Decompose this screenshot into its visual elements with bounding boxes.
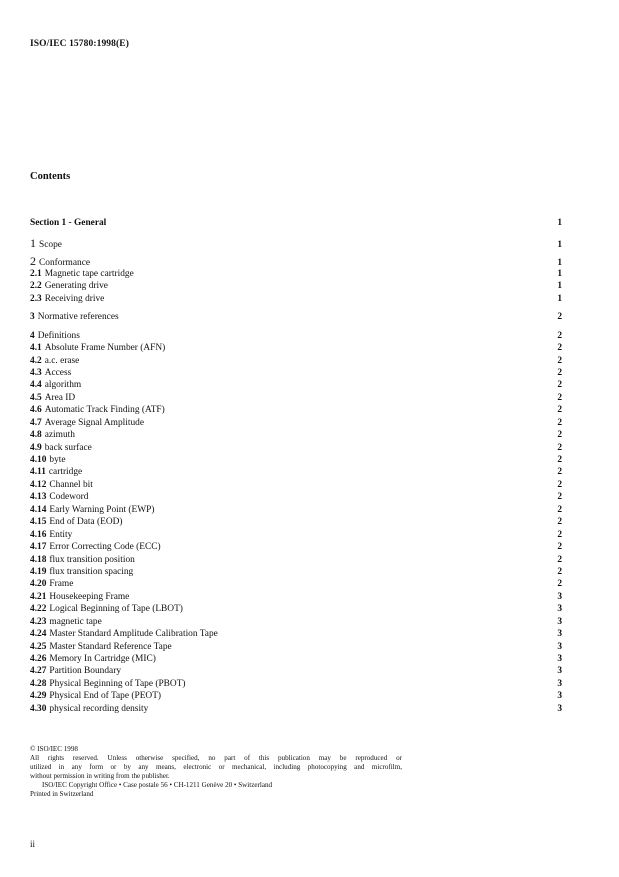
toc-number: 4.18 <box>30 554 47 565</box>
toc-title: Definitions <box>37 330 80 341</box>
toc-entry[interactable] <box>30 355 562 367</box>
toc-page: 1 <box>557 240 562 250</box>
toc-section-general[interactable] <box>30 217 562 229</box>
toc-number: 4.11 <box>30 467 46 478</box>
toc-title: cartridge <box>48 467 83 478</box>
document-id-header: ISO/IEC 15780:1998(E) <box>30 39 129 49</box>
toc-title: Codeword <box>49 492 89 503</box>
toc-entry[interactable] <box>30 578 562 590</box>
copyright-notice <box>30 745 402 799</box>
toc-title: Magnetic tape cartridge <box>44 268 134 279</box>
toc-number: 4.15 <box>30 517 47 528</box>
toc-entry[interactable] <box>30 280 562 292</box>
toc-page: 1 <box>557 268 562 279</box>
toc-entry[interactable] <box>30 442 562 454</box>
toc-entry[interactable] <box>30 466 562 478</box>
toc-number: 4.1 <box>30 343 42 354</box>
toc-entry[interactable] <box>30 641 562 653</box>
toc-page: 2 <box>557 566 562 577</box>
toc-page: 2 <box>557 467 562 478</box>
toc-entry[interactable] <box>30 690 562 702</box>
toc-entry[interactable] <box>30 616 562 628</box>
toc-title: physical recording density <box>49 703 149 714</box>
toc-title: Receiving drive <box>44 293 105 304</box>
toc-page: 3 <box>557 629 562 640</box>
toc-page: 2 <box>557 430 562 441</box>
toc-title: magnetic tape <box>49 616 102 627</box>
toc-number: 4.20 <box>30 579 47 590</box>
toc-number: 4.21 <box>30 591 47 602</box>
toc-entry[interactable] <box>30 237 562 249</box>
section-page: 1 <box>557 218 562 228</box>
page-number: ii <box>30 839 36 849</box>
toc-number: 4.28 <box>30 678 47 689</box>
toc-number: 4.13 <box>30 492 47 503</box>
toc-page: 3 <box>557 641 562 652</box>
table-of-contents <box>30 217 562 715</box>
toc-entry[interactable] <box>30 653 562 665</box>
toc-number: 2.2 <box>30 281 42 292</box>
toc-title: Access <box>44 367 72 378</box>
toc-title: Partition Boundary <box>49 666 122 677</box>
toc-number: 4.7 <box>30 417 42 428</box>
toc-number: 4.16 <box>30 529 47 540</box>
toc-page: 2 <box>557 405 562 416</box>
toc-entry[interactable] <box>30 491 562 503</box>
toc-page: 2 <box>557 355 562 366</box>
toc-number: 4.17 <box>30 542 47 553</box>
toc-entry[interactable] <box>30 417 562 429</box>
toc-entry[interactable] <box>30 429 562 441</box>
toc-number: 4.27 <box>30 666 47 677</box>
toc-number: 4.24 <box>30 629 47 640</box>
toc-page: 2 <box>557 380 562 391</box>
toc-page: 2 <box>557 554 562 565</box>
toc-title: Absolute Frame Number (AFN) <box>44 343 166 354</box>
toc-entry[interactable] <box>30 342 562 354</box>
toc-title: flux transition spacing <box>49 566 134 577</box>
toc-page: 1 <box>557 293 562 304</box>
rights-text-line: without permission in writing from the publisher. <box>30 772 170 780</box>
toc-page: 1 <box>557 281 562 292</box>
toc-page: 2 <box>557 343 562 354</box>
toc-page: 3 <box>557 591 562 602</box>
rights-text-line: utilized in any form or by any means, electronic or mechanical, including photocopying and microfilm, <box>30 763 402 771</box>
toc-page: 2 <box>557 517 562 528</box>
toc-number: 4.5 <box>30 392 42 403</box>
toc-page: 2 <box>557 392 562 403</box>
toc-title: Channel bit <box>49 479 93 490</box>
toc-page: 2 <box>557 579 562 590</box>
toc-number: 4.10 <box>30 455 47 465</box>
toc-page: 3 <box>557 616 562 627</box>
toc-page: 3 <box>557 654 562 664</box>
toc-title: a.c. erase <box>44 355 80 366</box>
toc-page: 3 <box>557 604 562 615</box>
toc-page: 3 <box>557 691 562 702</box>
toc-entry[interactable] <box>30 541 562 553</box>
toc-title: algorithm <box>44 380 82 391</box>
toc-title: azimuth <box>44 430 75 441</box>
toc-number: 2.1 <box>30 268 42 279</box>
toc-title: Generating drive <box>44 281 108 292</box>
toc-number: 4.22 <box>30 604 47 615</box>
toc-number: 4.25 <box>30 641 47 652</box>
toc-page: 2 <box>557 542 562 553</box>
contents-heading: Contents <box>30 171 71 182</box>
toc-entry[interactable] <box>30 566 562 578</box>
toc-entry[interactable] <box>30 367 562 379</box>
toc-number: 4.6 <box>30 405 42 416</box>
toc-number: 4.12 <box>30 479 47 490</box>
toc-number: 4.8 <box>30 430 42 441</box>
toc-title: flux transition position <box>49 554 135 565</box>
toc-entry[interactable] <box>30 504 562 516</box>
toc-entry[interactable] <box>30 665 562 677</box>
toc-title: Entity <box>49 529 73 540</box>
toc-title: End of Data (EOD) <box>49 517 123 528</box>
toc-number: 4 <box>30 330 35 341</box>
toc-entry[interactable] <box>30 330 562 342</box>
toc-title: Memory In Cartridge (MIC) <box>49 654 156 664</box>
toc-entry[interactable] <box>30 392 562 404</box>
toc-title: Frame <box>49 579 74 590</box>
copyright-office-address: ISO/IEC Copyright Office • Case postale 56 • CH-1211 Genève 20 • Switzerland <box>42 781 273 789</box>
toc-number: 4.30 <box>30 703 47 714</box>
toc-entry[interactable] <box>30 404 562 416</box>
toc-number: 4.9 <box>30 442 42 453</box>
toc-number: 1 <box>30 236 36 250</box>
toc-title: Logical Beginning of Tape (LBOT) <box>49 604 183 615</box>
toc-page: 2 <box>557 504 562 515</box>
toc-entry[interactable] <box>30 516 562 528</box>
toc-entry[interactable] <box>30 311 562 323</box>
toc-title: Master Standard Reference Tape <box>49 641 172 652</box>
toc-title: Automatic Track Finding (ATF) <box>44 405 165 416</box>
toc-entry[interactable] <box>30 293 562 305</box>
toc-page: 3 <box>557 678 562 689</box>
toc-page: 2 <box>557 442 562 453</box>
toc-number: 4.3 <box>30 367 42 378</box>
toc-title: byte <box>49 455 66 465</box>
toc-number: 2 <box>30 254 36 269</box>
toc-title: Master Standard Amplitude Calibration Tape <box>49 629 218 640</box>
toc-entry[interactable] <box>30 678 562 690</box>
toc-page: 3 <box>557 703 562 714</box>
section-label: Section 1 - General <box>30 218 107 228</box>
toc-title: Physical End of Tape (PEOT) <box>49 691 162 702</box>
toc-number: 2.3 <box>30 293 42 304</box>
toc-entry[interactable] <box>30 591 562 603</box>
toc-page: 2 <box>557 312 562 323</box>
toc-title: back surface <box>44 442 92 453</box>
toc-title: Scope <box>39 240 62 250</box>
toc-number: 3 <box>30 312 35 323</box>
toc-page: 1 <box>557 258 562 269</box>
toc-page: 2 <box>557 417 562 428</box>
toc-number: 4.2 <box>30 355 42 366</box>
toc-page: 2 <box>557 492 562 503</box>
toc-entry[interactable] <box>30 268 562 280</box>
toc-entry[interactable] <box>30 628 562 640</box>
toc-title: Area ID <box>44 392 76 403</box>
rights-text-line: All rights reserved. Unless otherwise specified, no part of this publication may be reproduced or <box>30 754 402 762</box>
printed-in-line: Printed in Switzerland <box>30 790 94 798</box>
toc-title: Conformance <box>39 258 91 269</box>
toc-title: Early Warning Point (EWP) <box>49 504 155 515</box>
toc-number: 4.19 <box>30 566 47 577</box>
toc-number: 4.4 <box>30 380 42 391</box>
toc-entry[interactable] <box>30 703 562 715</box>
toc-number: 4.23 <box>30 616 47 627</box>
toc-number: 4.14 <box>30 504 47 515</box>
toc-title: Normative references <box>37 312 119 323</box>
toc-entry[interactable] <box>30 454 562 466</box>
toc-entry[interactable] <box>30 255 562 267</box>
toc-page: 2 <box>557 367 562 378</box>
toc-entry[interactable] <box>30 479 562 491</box>
toc-title: Physical Beginning of Tape (PBOT) <box>49 678 186 689</box>
toc-number: 4.29 <box>30 691 47 702</box>
toc-page: 2 <box>557 455 562 465</box>
toc-entry[interactable] <box>30 603 562 615</box>
toc-page: 2 <box>557 479 562 490</box>
toc-entry[interactable] <box>30 379 562 391</box>
toc-page: 2 <box>557 330 562 341</box>
toc-page: 3 <box>557 666 562 677</box>
toc-page: 2 <box>557 529 562 540</box>
toc-title: Average Signal Amplitude <box>44 417 145 428</box>
toc-number: 4.26 <box>30 654 47 664</box>
toc-title: Error Correcting Code (ECC) <box>49 542 161 553</box>
copyright-line: © ISO/IEC 1998 <box>30 745 78 753</box>
toc-entry[interactable] <box>30 554 562 566</box>
toc-title: Housekeeping Frame <box>49 591 130 602</box>
toc-entry[interactable] <box>30 529 562 541</box>
